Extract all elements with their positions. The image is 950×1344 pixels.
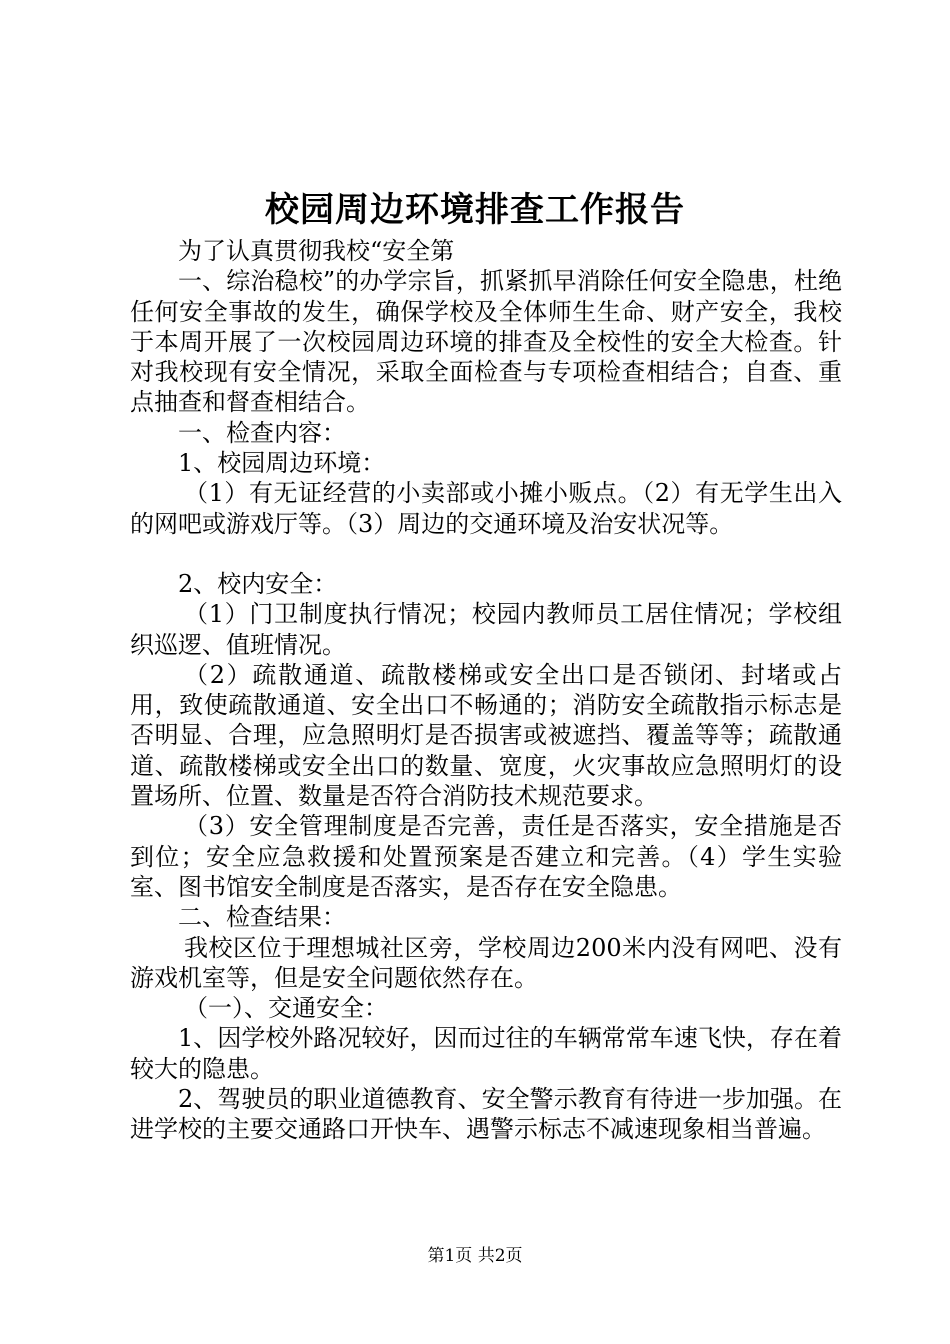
document-body	[130, 236, 842, 1145]
section-heading: 二、检查结果：	[178, 903, 346, 932]
paragraph: （3）安全管理制度是否完善，责任是否落实，安全措施是否到位；安全应急救援和处置预案是否建立和完善。（4）学生实验室、图书馆安全制度是否落实，是否存在安全隐患。	[130, 812, 842, 901]
paragraph: 2、驾驶员的职业道德教育、安全警示教育有待进一步加强。在进学校的主要交通路口开快车、遇警示标志不减速现象相当普遍。	[130, 1085, 842, 1144]
paragraph: （2）疏散通道、疏散楼梯或安全出口是否锁闭、封堵或占用，致使疏散通道、安全出口不畅通的；消防安全疏散指示标志是否明显、合理，应急照明灯是否损害或被遮挡、覆盖等等；疏散通道、疏散楼梯或安全出口的数量、宽度，火灾事故应急照明灯的设置场所、位置、数量是否符合消防技术规范要求。	[130, 660, 842, 811]
paragraph: 为了认真贯彻我校“安全第	[178, 237, 455, 265]
subsection-heading: 2、校内安全：	[178, 569, 338, 598]
paragraph: （1）有无证经营的小卖部或小摊小贩点。（2）有无学生出入的网吧或游戏厅等。（3）周边的交通环境及治安状况等。	[130, 479, 842, 538]
subsection-heading: （一）、交通安全：	[184, 994, 388, 1023]
paragraph: 1、因学校外路况较好，因而过往的车辆常常车速飞快，存在着较大的隐患。	[130, 1024, 842, 1083]
document-title: 校园周边环境排查工作报告	[265, 190, 685, 230]
page-number-footer: 第1页 共2页	[427, 1246, 523, 1266]
blank-line	[130, 539, 842, 569]
section-heading: 一、检查内容：	[178, 418, 346, 447]
paragraph: 我校区位于理想城社区旁，学校周边200米内没有网吧、没有游戏机室等，但是安全问题依然存在。	[130, 933, 842, 992]
subsection-heading: 1、校园周边环境：	[178, 449, 386, 478]
paragraph: （1）门卫制度执行情况；校园内教师员工居住情况；学校组织巡逻、值班情况。	[130, 600, 842, 659]
paragraph: 一、综治稳校”的办学宗旨，抓紧抓早消除任何安全隐患，杜绝任何安全事故的发生，确保学校及全体师生生命、财产安全，我校于本周开展了一次校园周边环境的排查及全校性的安全大检查。针对我校现有安全情况，采取全面检查与专项检查相结合；自查、重点抽查和督查相结合。	[130, 267, 842, 417]
